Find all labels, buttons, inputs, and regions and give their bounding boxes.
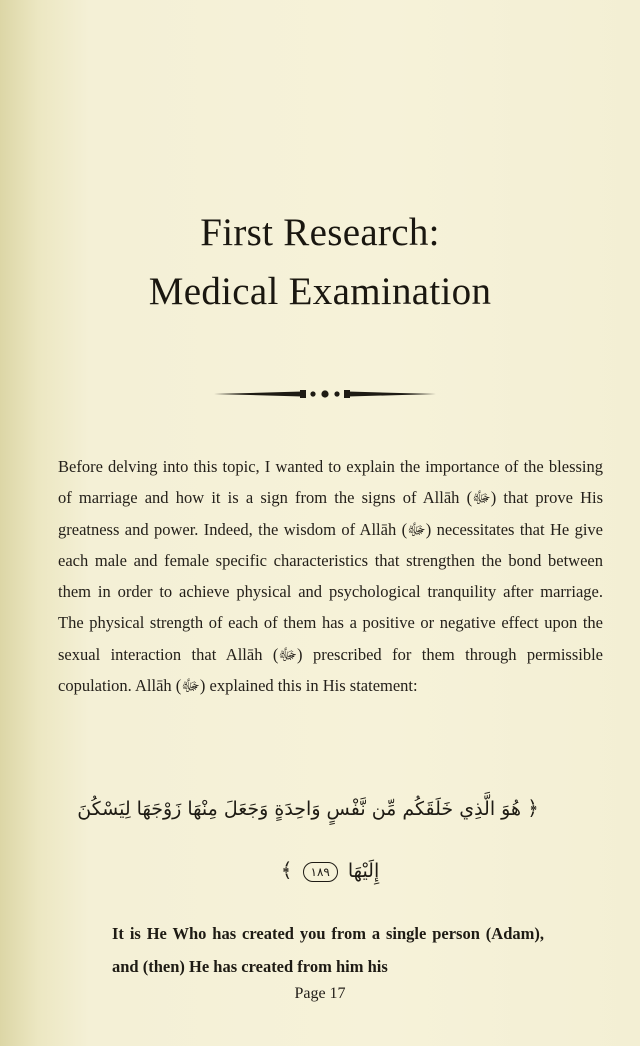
chapter-title-line-2: Medical Examination [148, 270, 492, 313]
divider-ornament-icon [212, 384, 438, 404]
quran-verse-line-1 [0, 796, 628, 820]
verse-text-line-2: إِلَيْهَا [347, 860, 380, 882]
verse-text-line-1: هُوَ الَّذِي خَلَقَكُم مِّن نَّفْسٍ وَاحِدَةٍ وَجَعَلَ مِنْهَا زَوْجَهَا لِيَسْكُنَ [77, 798, 522, 820]
verse-number-badge: ١٨٩ [303, 862, 338, 882]
quran-verse-line-2 [10, 858, 640, 882]
verse-close-mark: ﴾ [280, 858, 293, 882]
verse-translation: It is He Who has created you from a single person (Adam), and (then) He has created from him his [112, 924, 544, 976]
verse-open-mark: ﴿ [527, 796, 539, 820]
body-paragraph: Before delving into this topic, I wanted to explain the importance of the blessing of marriage and how it is a sign from the signs of Allāh (ﷻ) that prove His greatness and power. Indeed, the wisdom of Allāh (ﷻ) necessitates that He give each male and female specific characteristics that strengthen the bond between them in order to achieve physical and psychological tranquility after marriage. The physical strength of each of them has a positive or negative effect upon the sexual interaction that Allāh (ﷻ) prescribed for them through permissible copulation. Allāh (ﷻ) explained this in His statement: [58, 457, 603, 696]
page-number: Page 17 [294, 985, 346, 1002]
chapter-title-line-1: First Research: [200, 211, 440, 254]
